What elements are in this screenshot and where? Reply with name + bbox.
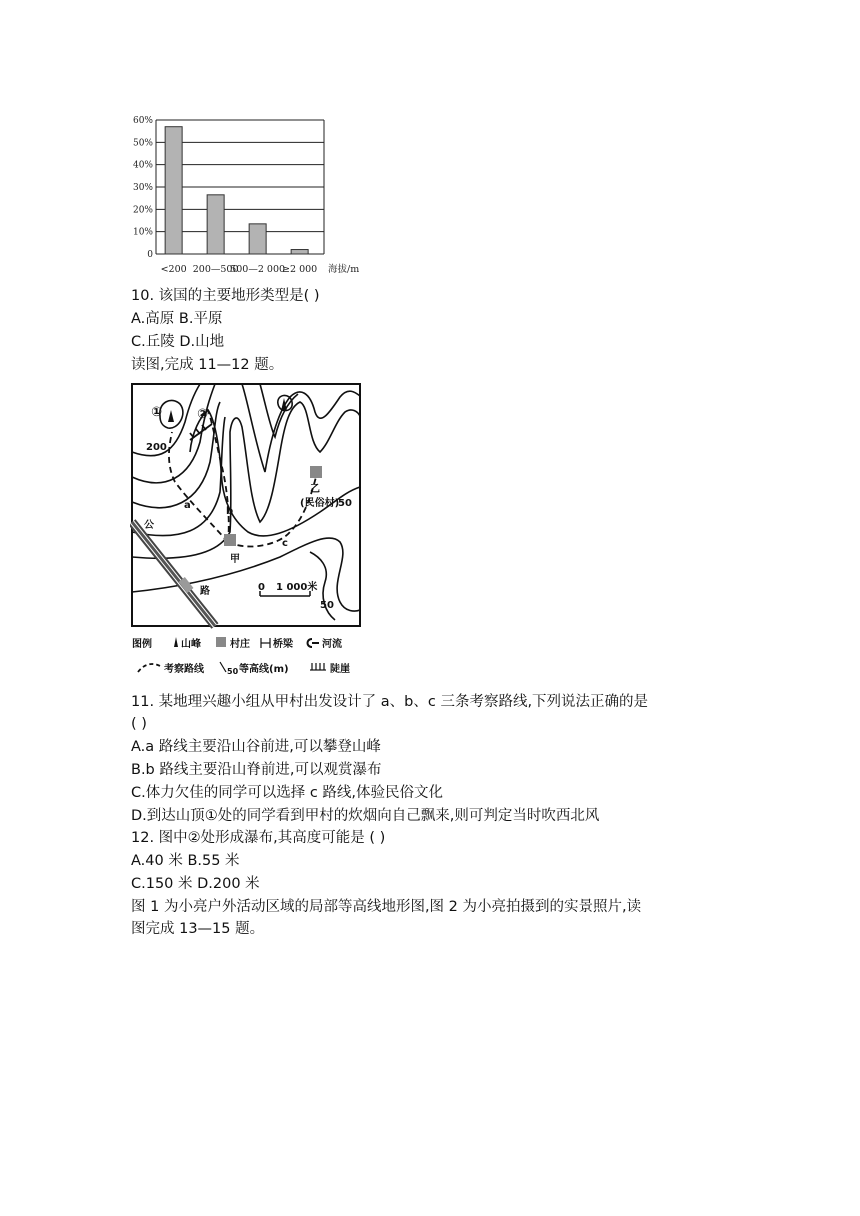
bar-chart-svg (128, 112, 364, 278)
q12-stem: 12. 图中②处形成瀑布,其高度可能是 ( ) (131, 830, 386, 846)
village-label-jia: 甲 (230, 554, 240, 565)
y-tick-label: 60% (132, 116, 153, 126)
intro-11-12: 读图,完成 11—12 题。 (131, 357, 284, 373)
y-tick-label: 50% (132, 138, 153, 149)
legend-title: 图例 (132, 639, 152, 650)
road-label-lu: 路 (200, 586, 210, 597)
q10-stem: 10. 该国的主要地形类型是( ) (131, 288, 320, 304)
elevation-bar-chart (128, 112, 364, 278)
intro-13-15-line1: 图 1 为小亮户外活动区域的局部等高线地形图,图 2 为小亮拍摄到的实景照片,读 (131, 899, 642, 915)
y-tick-label: 40% (132, 160, 153, 171)
contour-map-svg (130, 382, 362, 678)
village-label-yi: 乙 (310, 484, 320, 495)
bar (207, 195, 224, 254)
x-tick-label: 500—2 000 (230, 264, 286, 275)
legend-village-icon (216, 637, 226, 647)
q11-stem-line1: 11. 某地理兴趣小组从甲村出发设计了 a、b、c 三条考察路线,下列说法正确的是 (131, 694, 649, 710)
y-tick-label: 30% (132, 183, 153, 193)
legend-route: 考察路线 (164, 664, 204, 675)
q10-options-cd: C.丘陵 D.山地 (131, 334, 225, 350)
q11-option-a: A.a 路线主要沿山谷前进,可以攀登山峰 (131, 739, 381, 755)
contour-label-50-b: 50 (320, 600, 334, 611)
legend-route-icon (138, 664, 160, 672)
q12-options-cd: C.150 米 D.200 米 (131, 876, 260, 892)
legend-river-icon (308, 639, 320, 647)
q11-stem-line2: ( ) (131, 716, 147, 732)
y-tick-label: 20% (132, 205, 153, 216)
q12-options-ab: A.40 米 B.55 米 (131, 853, 240, 869)
y-tick-label: 10% (132, 227, 153, 238)
legend-contour: 等高线(m) (239, 664, 289, 675)
q11-option-b: B.b 路线主要沿山脊前进,可以观赏瀑布 (131, 762, 382, 778)
x-tick-label: ≥2 000 (282, 264, 318, 275)
x-tick-label: 200—500 (192, 264, 239, 275)
legend-bridge-icon (261, 638, 270, 648)
map-label-1: ① (151, 405, 163, 420)
legend-cliff: 陡崖 (330, 664, 350, 675)
y-tick-label: 0 (147, 250, 153, 260)
legend-contour-num: 50 (227, 667, 239, 676)
route-label-a: a (184, 500, 191, 511)
legend-cliff-icon (310, 663, 326, 670)
bar (291, 250, 308, 254)
legend-peak-icon (174, 637, 178, 647)
contour-map (130, 382, 362, 678)
q11-option-c: C.体力欠佳的同学可以选择 c 路线,体验民俗文化 (131, 785, 444, 801)
q11-option-d: D.到达山顶①处的同学看到甲村的炊烟向自己飘来,则可判定当时吹西北风 (131, 808, 600, 824)
map-legend (132, 637, 350, 676)
intro-13-15-line2: 图完成 13—15 题。 (131, 921, 265, 937)
legend-contour-icon (220, 662, 226, 672)
q10-options-ab: A.高原 B.平原 (131, 311, 223, 327)
legend-river: 河流 (322, 639, 342, 650)
village-yi-marker (310, 466, 322, 478)
village-jia-marker (224, 534, 236, 546)
scale-label-1000: 1 000米 (276, 582, 318, 593)
x-axis-label: 海拔/m (328, 264, 360, 275)
route-label-c: c (282, 538, 288, 549)
contour-label-50-a: 50 (338, 498, 352, 509)
legend-village: 村庄 (230, 639, 250, 650)
x-tick-label: <200 (160, 264, 187, 275)
village-note: (民俗村) (300, 498, 340, 509)
bar (165, 127, 182, 254)
legend-bridge: 桥梁 (273, 639, 293, 650)
contour-label-200: 200 (146, 442, 167, 453)
route-label-b: b (226, 506, 234, 517)
legend-peak: 山峰 (181, 639, 201, 650)
scale-label-0: 0 (258, 582, 265, 593)
bar (249, 224, 266, 254)
map-label-2: ② (197, 407, 209, 422)
road-label-gong: 公 (144, 520, 154, 531)
